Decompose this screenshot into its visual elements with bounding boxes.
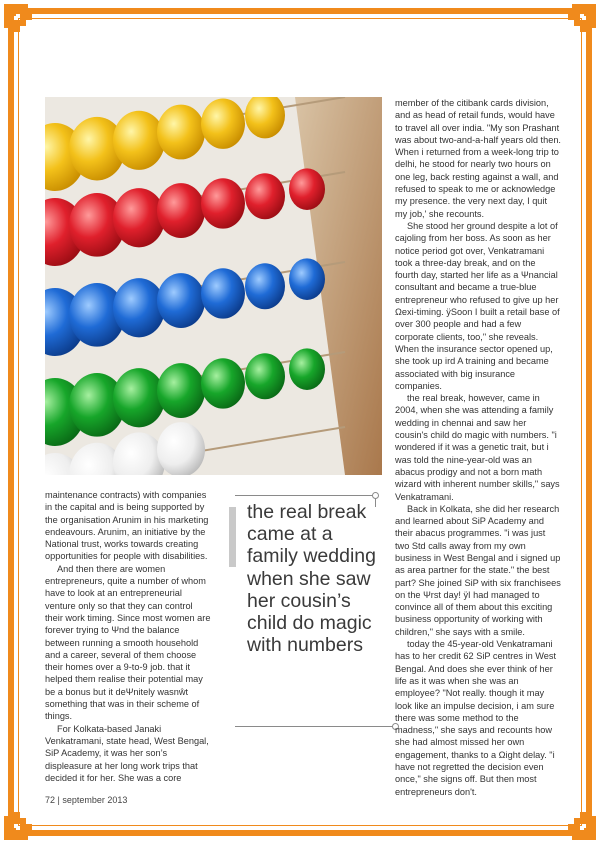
abacus-bead — [289, 258, 325, 300]
pull-quote-text: the real break came at a family wedding when she saw her cousin’s child do magic with numbers — [247, 501, 376, 657]
abacus-bead — [201, 358, 245, 408]
paragraph: She stood her ground despite a lot of cajoling from her boss. As soon as her notice period got over, Venkatramani took a three-day break, and on the fourth day, started her life as a Ψnancial consultant and became a true-blue entrepreneur who refused to give up her Ωexi-timing. ÿSoon I built a retail base of over 300 people and had a few corporate clients, too," she reveals. When the insurance sector opened up, she took up ird A training and became associated with big insurance companies. — [395, 220, 560, 391]
abacus-bead — [113, 188, 165, 247]
quote-dot-icon — [372, 492, 379, 499]
abacus-illustration — [45, 97, 382, 475]
abacus-bead — [201, 178, 245, 228]
paragraph: today the 45-year-old Venkatramani has to her credit 62 SiP centres in West Bengal. And does she ever think of her life as it was when she was an employee? "Not really. though it may look like an impulse decision, i am sure there was some method to the madness," she says and recounts how she had almost missed her own engagement, thanks to a Ωight delay. "i have not regretted the decision even once," she signs off. But then most entrepreneurs don't. — [395, 639, 557, 797]
abacus-bead — [113, 278, 165, 337]
abacus-bead — [157, 422, 205, 475]
abacus-bead — [157, 363, 205, 418]
abacus-bead — [289, 168, 325, 210]
quote-rule-bottom — [235, 726, 395, 727]
page-folio: 72 | september 2013 — [45, 795, 128, 805]
corner-ornament-icon — [2, 804, 40, 842]
paragraph: maintenance contracts) with companies in the capital and is being supported by the organisation Arunim in his marketing endeavours. Arunim, an initiative by the National trust, works towards creating opportunities for people with disabilities. — [45, 490, 209, 562]
paragraph: For Kolkata-based Janaki Venkatramani, state head, West Bengal, SiP Academy, it was her son’s displeasure at her long work trips that decided it for her. She was a core — [45, 723, 209, 783]
abacus-bead — [289, 348, 325, 390]
corner-ornament-icon — [2, 2, 40, 40]
abacus-bead — [157, 183, 205, 238]
paragraph: Back in Kolkata, she did her research and learned about SiP Academy and their abacus programmes. "i was just two Std calls away from my own business in West Bengal and i signed up as area partner for the state." the best part? She joined SiP with six franchisees on the Ψrst day! ÿI had managed to convince all of them about this exciting business opportunity of working with children," she says with a smile. — [395, 503, 561, 637]
paragraph: the real break, however, came in 2004, when she was attending a family wedding in chennai and saw her cousin's child do magic with numbers. "i wondered if it was a genetic trait, but i was told the nine-year-old was an abacus prodigy and not a born math wizard with inherent number skills," says Venkatramani. — [395, 393, 560, 502]
right-text-column — [395, 97, 561, 798]
abacus-bead — [201, 98, 245, 148]
abacus-bead — [113, 368, 165, 427]
abacus-bead — [157, 273, 205, 328]
quote-accent-bar — [229, 507, 236, 567]
quote-rule-top — [235, 495, 375, 496]
abacus-bead — [113, 111, 165, 170]
corner-ornament-icon — [560, 804, 598, 842]
abacus-bead — [245, 263, 285, 309]
abacus-photo — [45, 97, 382, 475]
left-text-column — [45, 489, 212, 784]
abacus-bead — [157, 105, 205, 160]
paragraph: And then there are women entrepreneurs, quite a number of whom have to look at an entrepreneurial venture only so that they can control their work timing. Since most women are forever trying to Ψnd the balance between running a smooth household and a career, several of them choose their homes over a 9-to-9 job. that it helped them realise their potential may be a bonus but it deΨnitely wasnŵt something that was in their scheme of things. — [45, 563, 211, 722]
abacus-bead — [245, 353, 285, 399]
abacus-bead — [201, 268, 245, 318]
pull-quote — [229, 493, 379, 735]
paragraph: member of the citibank cards division, and as head of retail funds, would have to travel all over india. "My son Prashant was about two-and-a-half years old then. When i returned from a week-long trip to delhi, he stood for nearly two hours on one leg, back resting against a wall, and refused to speak to me or acknowledge my presence. the very next day, I quit my job,' she recounts. — [395, 98, 561, 219]
abacus-bead — [245, 173, 285, 219]
corner-ornament-icon — [560, 2, 598, 40]
